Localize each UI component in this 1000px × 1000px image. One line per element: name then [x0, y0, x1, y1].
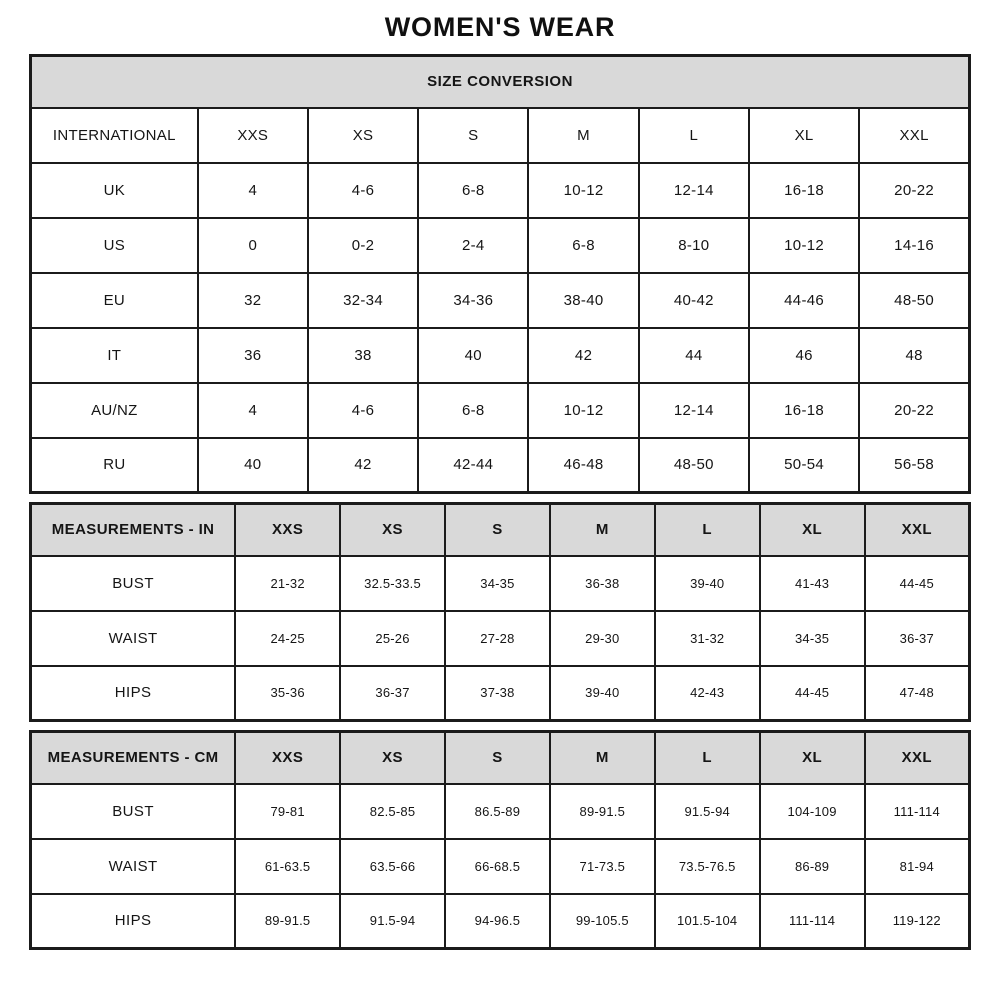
table-cell: 32.5-33.5: [340, 556, 445, 611]
column-header: L: [639, 108, 749, 163]
table-cell: 104-109: [760, 784, 865, 839]
row-label: BUST: [31, 556, 236, 611]
size-conversion-banner-row: [31, 56, 970, 108]
table-cell: 24-25: [235, 611, 340, 666]
column-header: S: [418, 108, 528, 163]
table-cell: 29-30: [550, 611, 655, 666]
table-cell: 20-22: [859, 163, 969, 218]
table-cell: 66-68.5: [445, 839, 550, 894]
column-header: XL: [760, 504, 865, 556]
column-header: M: [550, 504, 655, 556]
table-cell: 111-114: [865, 784, 970, 839]
table-cell: 82.5-85: [340, 784, 445, 839]
table-row: [31, 894, 970, 949]
table-cell: 0-2: [308, 218, 418, 273]
column-header: XXL: [865, 732, 970, 784]
table-cell: 0: [198, 218, 308, 273]
table-cell: 32: [198, 273, 308, 328]
column-header: L: [655, 504, 760, 556]
table-cell: 81-94: [865, 839, 970, 894]
table-cell: 10-12: [749, 218, 859, 273]
table-row: [31, 273, 970, 328]
table-cell: 10-12: [528, 383, 638, 438]
corner-header: INTERNATIONAL: [31, 108, 198, 163]
table-cell: 2-4: [418, 218, 528, 273]
table-cell: 4: [198, 163, 308, 218]
table-cell: 27-28: [445, 611, 550, 666]
table-cell: 48: [859, 328, 969, 383]
table-cell: 39-40: [550, 666, 655, 721]
table-cell: 46: [749, 328, 859, 383]
table-cell: 40: [418, 328, 528, 383]
table-cell: 31-32: [655, 611, 760, 666]
corner-header: MEASUREMENTS - CM: [31, 732, 236, 784]
table-row: [31, 839, 970, 894]
table-cell: 25-26: [340, 611, 445, 666]
table-cell: 111-114: [760, 894, 865, 949]
table-cell: 94-96.5: [445, 894, 550, 949]
column-header: M: [550, 732, 655, 784]
table-cell: 34-35: [445, 556, 550, 611]
table-row: [31, 218, 970, 273]
table-cell: 44: [639, 328, 749, 383]
column-header: XXL: [865, 504, 970, 556]
table-cell: 63.5-66: [340, 839, 445, 894]
table-cell: 6-8: [418, 383, 528, 438]
table-cell: 61-63.5: [235, 839, 340, 894]
table-cell: 4: [198, 383, 308, 438]
table-cell: 101.5-104: [655, 894, 760, 949]
table-cell: 48-50: [639, 438, 749, 493]
table-cell: 91.5-94: [340, 894, 445, 949]
table-cell: 86.5-89: [445, 784, 550, 839]
table-cell: 20-22: [859, 383, 969, 438]
table-cell: 48-50: [859, 273, 969, 328]
row-label: HIPS: [31, 666, 236, 721]
table-cell: 89-91.5: [235, 894, 340, 949]
corner-header: MEASUREMENTS - IN: [31, 504, 236, 556]
table-cell: 119-122: [865, 894, 970, 949]
table-cell: 36-37: [340, 666, 445, 721]
measurements-in-column-header-row: [31, 504, 970, 556]
table-cell: 47-48: [865, 666, 970, 721]
table-cell: 6-8: [418, 163, 528, 218]
size-conversion-column-header-row: [31, 108, 970, 163]
table-cell: 46-48: [528, 438, 638, 493]
table-cell: 4-6: [308, 163, 418, 218]
table-cell: 71-73.5: [550, 839, 655, 894]
table-cell: 99-105.5: [550, 894, 655, 949]
table-row: [31, 163, 970, 218]
table-cell: 14-16: [859, 218, 969, 273]
column-header: M: [528, 108, 638, 163]
column-header: XS: [340, 504, 445, 556]
table-cell: 40-42: [639, 273, 749, 328]
table-cell: 42-44: [418, 438, 528, 493]
table-cell: 12-14: [639, 383, 749, 438]
table-cell: 8-10: [639, 218, 749, 273]
table-cell: 4-6: [308, 383, 418, 438]
table-cell: 10-12: [528, 163, 638, 218]
column-header: XL: [749, 108, 859, 163]
table-cell: 36-38: [550, 556, 655, 611]
table-cell: 21-32: [235, 556, 340, 611]
row-label: HIPS: [31, 894, 236, 949]
table-row: [31, 438, 970, 493]
table-cell: 16-18: [749, 383, 859, 438]
table-cell: 44-45: [760, 666, 865, 721]
table-cell: 56-58: [859, 438, 969, 493]
table-cell: 86-89: [760, 839, 865, 894]
table-cell: 34-36: [418, 273, 528, 328]
table-cell: 35-36: [235, 666, 340, 721]
table-row: [31, 328, 970, 383]
table-cell: 44-45: [865, 556, 970, 611]
row-label: IT: [31, 328, 198, 383]
column-header: XL: [760, 732, 865, 784]
measurements-in-table: [29, 502, 971, 722]
table-cell: 91.5-94: [655, 784, 760, 839]
table-cell: 38: [308, 328, 418, 383]
table-cell: 16-18: [749, 163, 859, 218]
table-cell: 79-81: [235, 784, 340, 839]
column-header: L: [655, 732, 760, 784]
row-label: UK: [31, 163, 198, 218]
table-cell: 73.5-76.5: [655, 839, 760, 894]
row-label: BUST: [31, 784, 236, 839]
table-row: [31, 556, 970, 611]
row-label: EU: [31, 273, 198, 328]
row-label: AU/NZ: [31, 383, 198, 438]
table-cell: 42: [308, 438, 418, 493]
table-cell: 6-8: [528, 218, 638, 273]
column-header: S: [445, 504, 550, 556]
table-cell: 42-43: [655, 666, 760, 721]
size-conversion-table: [29, 54, 971, 494]
column-header: XXS: [235, 504, 340, 556]
page-title: WOMEN'S WEAR: [384, 12, 616, 42]
table-cell: 12-14: [639, 163, 749, 218]
column-header: XXS: [198, 108, 308, 163]
table-cell: 44-46: [749, 273, 859, 328]
table-cell: 39-40: [655, 556, 760, 611]
row-label: WAIST: [31, 839, 236, 894]
table-row: [31, 611, 970, 666]
row-label: RU: [31, 438, 198, 493]
measurements-cm-column-header-row: [31, 732, 970, 784]
size-conversion-banner: SIZE CONVERSION: [31, 56, 970, 108]
row-label: US: [31, 218, 198, 273]
row-label: WAIST: [31, 611, 236, 666]
table-row: [31, 666, 970, 721]
table-row: [31, 383, 970, 438]
column-header: XXS: [235, 732, 340, 784]
table-cell: 42: [528, 328, 638, 383]
column-header: XS: [308, 108, 418, 163]
table-row: [31, 784, 970, 839]
table-cell: 41-43: [760, 556, 865, 611]
table-cell: 50-54: [749, 438, 859, 493]
table-cell: 32-34: [308, 273, 418, 328]
table-cell: 38-40: [528, 273, 638, 328]
table-cell: 40: [198, 438, 308, 493]
column-header: XXL: [859, 108, 969, 163]
table-cell: 36: [198, 328, 308, 383]
measurements-cm-table: [29, 730, 971, 950]
table-cell: 34-35: [760, 611, 865, 666]
column-header: XS: [340, 732, 445, 784]
table-cell: 89-91.5: [550, 784, 655, 839]
column-header: S: [445, 732, 550, 784]
table-cell: 36-37: [865, 611, 970, 666]
table-cell: 37-38: [445, 666, 550, 721]
